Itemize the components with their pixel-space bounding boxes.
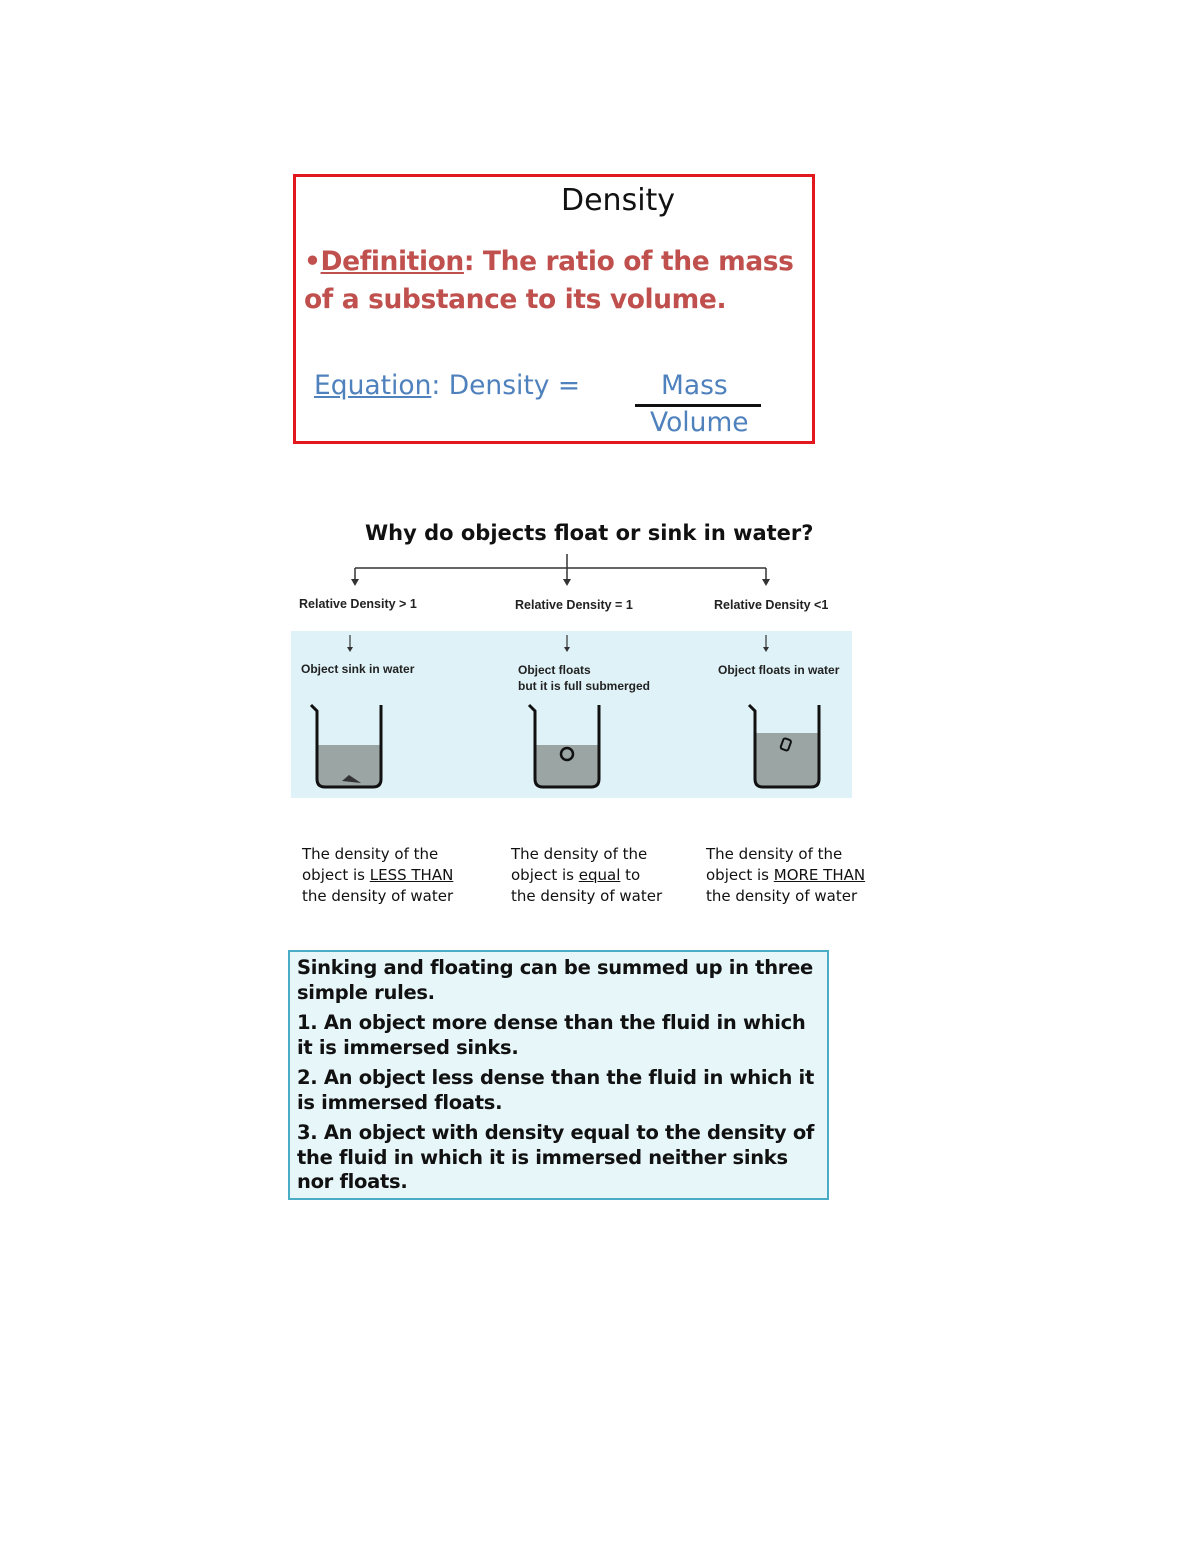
relative-density-label: Relative Density > 1: [299, 597, 417, 611]
explanation-equal: [511, 844, 681, 907]
density-card: [293, 174, 815, 444]
explanation-line: [511, 865, 681, 886]
beaker-sink-icon: [309, 703, 389, 791]
equation-numerator: Mass: [661, 370, 728, 401]
rules-intro: Sinking and floating can be summed up in three simple rules.: [297, 956, 813, 1004]
explanation-line: [706, 865, 876, 886]
branch-arrows: [345, 550, 775, 592]
explanation-emphasis: LESS THAN: [369, 866, 454, 884]
explanation-line: the density of water: [706, 887, 858, 905]
explanation-emphasis: equal: [578, 866, 621, 884]
explanation-line: [302, 865, 472, 886]
explanation-line: The density of the: [511, 845, 648, 863]
definition-colon: :: [463, 246, 475, 277]
definition-text: The ratio of the mass of a substance to its volume.: [304, 246, 794, 315]
explanation-suffix: to: [620, 866, 641, 884]
rules-box: [288, 950, 829, 1200]
equation-label: Equation: [314, 370, 432, 401]
explanation-line: The density of the: [302, 845, 439, 863]
explanation-less: [302, 844, 472, 907]
equation-lhs: : Density =: [431, 370, 581, 401]
diagram-title: Why do objects float or sink in water?: [365, 521, 814, 545]
rules-text: [297, 956, 822, 1201]
explanation-emphasis: MORE THAN: [773, 866, 866, 884]
object-label: Object sink in water: [301, 662, 415, 676]
bullet: •: [304, 246, 321, 277]
explanation-more: [706, 844, 876, 907]
explanation-prefix: object is: [511, 866, 579, 884]
object-label: Object floats: [518, 663, 591, 677]
beaker-panel: [291, 631, 852, 798]
rule-item: 3. An object with density equal to the density of the fluid in which it is immersed neither sinks nor floats.: [297, 1121, 815, 1193]
explanation-prefix: object is: [706, 866, 774, 884]
explanation-line: the density of water: [302, 887, 454, 905]
equation-denominator: Volume: [650, 407, 749, 438]
object-label-line2: but it is full submerged: [518, 679, 651, 693]
beaker-neutral-icon: [527, 703, 607, 791]
definition: [304, 243, 809, 319]
equation: [314, 370, 580, 401]
card-title: Density: [561, 183, 676, 218]
object-label: Object floats in water: [718, 663, 840, 677]
relative-density-label: Relative Density = 1: [515, 598, 633, 612]
rule-item: 1. An object more dense than the fluid in which it is immersed sinks.: [297, 1011, 806, 1059]
explanation-line: the density of water: [511, 887, 663, 905]
rule-item: 2. An object less dense than the fluid in which it is immersed floats.: [297, 1066, 814, 1114]
beaker-float-icon: [747, 703, 827, 791]
explanation-line: The density of the: [706, 845, 843, 863]
relative-density-label: Relative Density <1: [714, 598, 829, 612]
explanation-prefix: object is: [302, 866, 370, 884]
definition-label: Definition: [320, 246, 464, 277]
